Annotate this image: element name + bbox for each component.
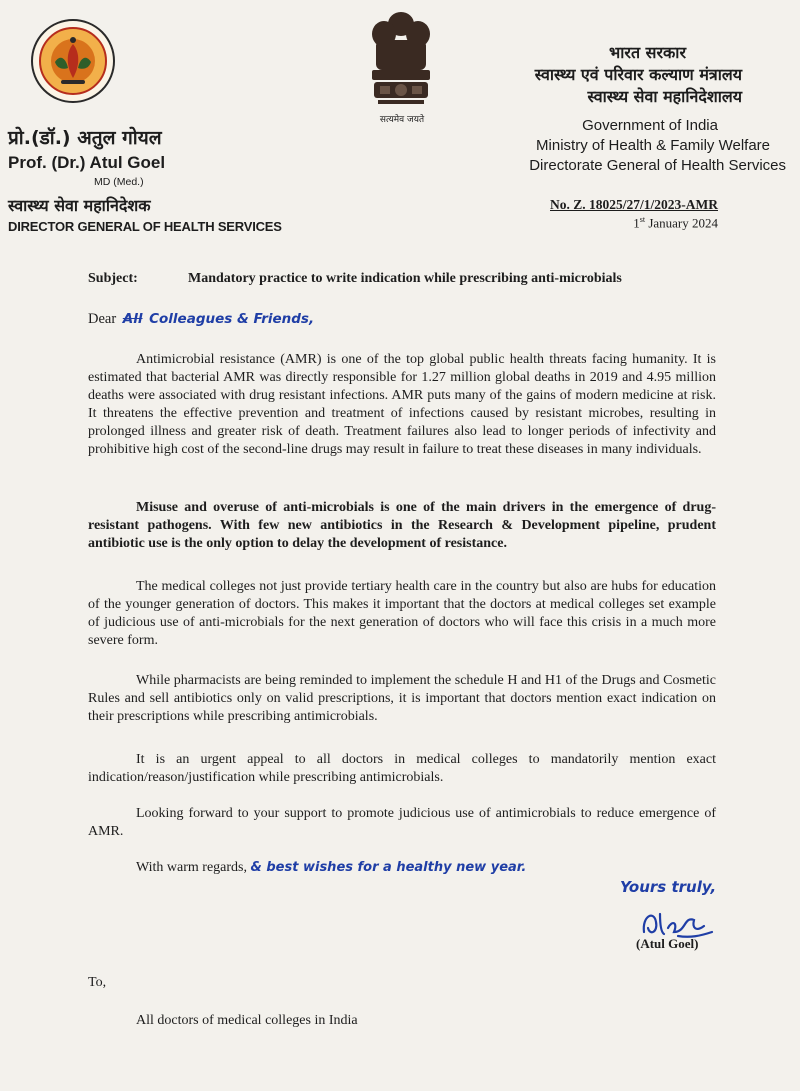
ministry-hindi-line1: भारत सरकार	[609, 43, 686, 62]
national-emblem	[362, 6, 440, 110]
subject-label: Subject:	[88, 271, 138, 286]
paragraph-3-text: The medical colleges not just provide tertiary health care in the country but also are hubs for education of the younger generation of doctors. This makes it important that the doctors at medical colleges set example of judicious use of anti-microbials for the next generation of doctors who will face this crisis in a much more severe form.	[88, 579, 716, 648]
paragraph-1-text: Antimicrobial resistance (AMR) is one of the top global public health threats facing humanity. It is estimated that bacterial AMR was directly responsible for 1.27 million global deaths in 2019 and 4.95 million deaths were associated with drug resistant infections. AMR puts many of the gains of modern medicine at risk. It threatens the effective prevention and treatment of infections caused by resistant microbes, resulting in prolonged illness and greater risk of death. Treatment failures also lead to longer periods of infectivity and prohibitive high cost of the second-line drugs may result in failure to treat these diseases in many individuals.	[88, 352, 716, 457]
ministry-block	[529, 42, 786, 176]
paragraph-5	[88, 751, 716, 787]
salutation-struck-word: All	[122, 311, 143, 327]
paragraph-6-text: Looking forward to your support to promote judicious use of antimicrobials to reduce emergence of AMR.	[88, 806, 716, 839]
signature-name: (Atul Goel)	[636, 936, 699, 951]
ministry-hindi-line2: स्वास्थ्य एवं परिवार कल्याण मंत्रालय	[534, 65, 742, 84]
ministry-hindi-line3: स्वास्थ्य सेवा महानिदेशालय	[587, 87, 742, 106]
emblem-motto: सत्यमेव जयते	[379, 115, 425, 125]
paragraph-6	[88, 805, 716, 841]
name-hindi: प्रो.(डॉ.) अतुल गोयल	[8, 127, 162, 149]
designation-hindi: स्वास्थ्य सेवा महानिदेशक	[8, 196, 151, 215]
salutation-dear: Dear	[88, 311, 117, 327]
date-month-year: January 2024	[645, 215, 718, 231]
recipient-to: To,	[88, 975, 107, 990]
regards-handwritten: & best wishes for a healthy new year.	[250, 860, 527, 875]
yours-truly: Yours truly,	[620, 878, 717, 896]
paragraph-4-text: While pharmacists are being reminded to implement the schedule H and H1 of the Drugs and Cosmetic Rules and sell antibiotics only on valid prescriptions, it is important that doctors mention exact indication on their prescriptions while prescribing antimicrobials.	[88, 673, 716, 724]
degree: MD (Med.)	[94, 176, 144, 188]
paragraph-2-text: Misuse and overuse of anti-microbials is one of the main drivers in the emergence of drug-resistant pathogens. With few new antibiotics in the Research & Development pipeline, prudent antibiotic use is the only option to delay the development of resistance.	[88, 500, 716, 551]
ministry-english-line2: Ministry of Health & Family Welfare	[536, 137, 770, 154]
regards-printed: With warm regards,	[136, 860, 248, 875]
paragraph-3	[88, 578, 716, 650]
subject-line	[88, 271, 622, 287]
date-suffix: st	[639, 215, 646, 224]
date-day: 1	[633, 215, 640, 231]
subject-text: Mandatory practice to write indication while prescribing anti-microbials	[188, 271, 622, 286]
paragraph-5-text: It is an urgent appeal to all doctors in medical colleges to mandatorily mention exact indication/reason/justification while prescribing antimicrobials.	[88, 752, 716, 785]
dghs-logo	[30, 18, 116, 104]
salutation	[88, 311, 314, 328]
ministry-english-line3: Directorate General of Health Services	[529, 157, 786, 174]
paragraph-1	[88, 351, 716, 459]
paragraph-2	[88, 499, 716, 553]
reference-number: No. Z. 18025/27/1/2023-AMR	[550, 197, 718, 212]
paragraph-4	[88, 672, 716, 726]
salutation-handwritten: Colleagues & Friends,	[149, 311, 315, 327]
ministry-english-line1: Government of India	[582, 117, 718, 134]
recipient-line: All doctors of medical colleges in India	[136, 1013, 358, 1028]
name-english: Prof. (Dr.) Atul Goel	[8, 153, 166, 172]
closing-regards	[136, 860, 526, 876]
letter-date	[633, 215, 718, 231]
designation-english: DIRECTOR GENERAL OF HEALTH SERVICES	[8, 219, 282, 234]
